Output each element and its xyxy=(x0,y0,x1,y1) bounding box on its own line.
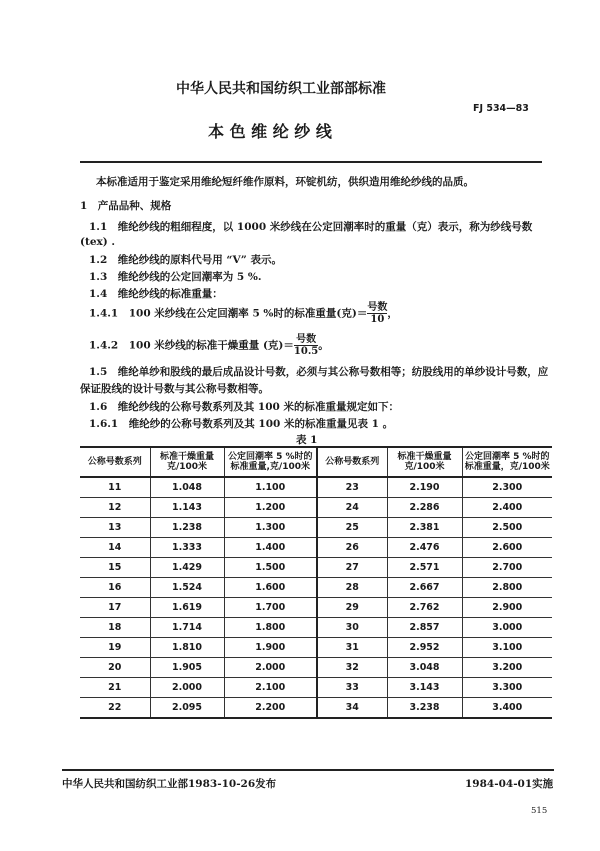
table-cell: 16 xyxy=(80,578,150,598)
clause-1-6-1: 1.6.1 维纶纱的公称号数系列及其 100 米的标准重量见表 1 。 xyxy=(89,418,394,430)
table-cell: 3.048 xyxy=(387,658,462,678)
denominator: 10 xyxy=(370,314,385,325)
table-row xyxy=(80,678,552,698)
table-cell: 1.100 xyxy=(224,477,317,498)
table-cell: 2.000 xyxy=(150,678,224,698)
table-cell: 1.333 xyxy=(150,538,224,558)
column-header: 公定回潮率 5 %时的标准重量，克/100米 xyxy=(462,447,552,477)
footer-rule xyxy=(62,769,554,771)
table-cell: 3.300 xyxy=(462,678,552,698)
table-cell: 32 xyxy=(317,658,387,678)
table-cell: 31 xyxy=(317,638,387,658)
table-cell: 2.476 xyxy=(387,538,462,558)
clause-1-4: 1.4 维纶纱线的标准重量： xyxy=(89,288,223,300)
table-row xyxy=(80,638,552,658)
table-cell: 30 xyxy=(317,618,387,638)
column-header: 公定回潮率 5 %时的标准重量,克/100米 xyxy=(224,447,317,477)
table-cell: 1.238 xyxy=(150,518,224,538)
table-cell: 33 xyxy=(317,678,387,698)
table-cell: 24 xyxy=(317,498,387,518)
table-row xyxy=(80,658,552,678)
table-cell: 13 xyxy=(80,518,150,538)
table-cell: 1.810 xyxy=(150,638,224,658)
table-cell: 15 xyxy=(80,558,150,578)
table-cell: 19 xyxy=(80,638,150,658)
table-row xyxy=(80,598,552,618)
clause-1-5: 1.5 维纶单纱和股线的最后成品设计号数，必须与其公称号数相等；纺股线用的单纱设计号数，应 xyxy=(89,366,549,378)
table-1 xyxy=(80,446,552,719)
table-cell: 2.190 xyxy=(387,477,462,498)
table-header-row xyxy=(80,447,552,477)
table-cell: 2.500 xyxy=(462,518,552,538)
table-row xyxy=(80,698,552,719)
table-cell: 28 xyxy=(317,578,387,598)
table-cell: 2.286 xyxy=(387,498,462,518)
intro: 本标准适用于鉴定采用维纶短纤维作原料，环锭机纺，供织造用维纶纱线的品质。 xyxy=(96,176,474,188)
table-cell: 2.667 xyxy=(387,578,462,598)
table-cell: 2.762 xyxy=(387,598,462,618)
table-cell: 1.700 xyxy=(224,598,317,618)
column-header: 标准干燥重量 克/100米 xyxy=(387,447,462,477)
table-cell: 2.700 xyxy=(462,558,552,578)
table-cell: 1.143 xyxy=(150,498,224,518)
table-cell: 23 xyxy=(317,477,387,498)
table-cell: 25 xyxy=(317,518,387,538)
column-header: 公称号数系列 xyxy=(317,447,387,477)
denominator: 10.5 xyxy=(293,346,319,357)
page-title: 本 色 维 纶 纱 线 xyxy=(208,122,332,141)
table-row xyxy=(80,477,552,498)
table-row xyxy=(80,518,552,538)
fraction xyxy=(294,334,318,357)
table-cell: 29 xyxy=(317,598,387,618)
table-cell: 2.381 xyxy=(387,518,462,538)
table-caption: 表 1 xyxy=(296,434,318,446)
table-cell: 18 xyxy=(80,618,150,638)
clause-1-6: 1.6 维纶纱线的公称号数系列及其 100 米的标准重量规定如下： xyxy=(89,401,399,413)
table-cell: 22 xyxy=(80,698,150,719)
table-cell: 1.800 xyxy=(224,618,317,638)
table-cell: 1.429 xyxy=(150,558,224,578)
table-cell: 2.900 xyxy=(462,598,552,618)
table-cell: 1.619 xyxy=(150,598,224,618)
table-cell: 1.600 xyxy=(224,578,317,598)
table-cell: 1.500 xyxy=(224,558,317,578)
column-header: 标准干燥重量 克/100米 xyxy=(150,447,224,477)
clause-1-1-cont: (tex) . xyxy=(80,236,116,248)
table-row xyxy=(80,618,552,638)
punct: 。 xyxy=(318,339,329,352)
table-cell: 2.300 xyxy=(462,477,552,498)
punct: ， xyxy=(387,307,398,320)
table-row xyxy=(80,498,552,518)
table-row xyxy=(80,558,552,578)
issuer: 中华人民共和国纺织工业部部标准 xyxy=(176,81,386,97)
table-cell: 34 xyxy=(317,698,387,719)
table-cell: 3.100 xyxy=(462,638,552,658)
table-cell: 27 xyxy=(317,558,387,578)
numerator: 号数 xyxy=(367,302,388,313)
table-cell: 1.714 xyxy=(150,618,224,638)
clause-1-4-1-text: 1.4.1 100 米纱线在公定回潮率 5 %时的标准重量(克)＝ xyxy=(89,307,368,320)
clause-1-1: 1.1 维纶纱线的粗细程度，以 1000 米纱线在公定回潮率时的重量（克）表示，称为纱线号数 xyxy=(89,221,533,233)
table-cell: 3.200 xyxy=(462,658,552,678)
clause-1-4-2 xyxy=(89,334,329,357)
table-cell: 1.524 xyxy=(150,578,224,598)
table-cell: 11 xyxy=(80,477,150,498)
table-cell: 2.857 xyxy=(387,618,462,638)
table-cell: 2.000 xyxy=(224,658,317,678)
table-cell: 2.100 xyxy=(224,678,317,698)
table-cell: 2.600 xyxy=(462,538,552,558)
table-cell: 2.571 xyxy=(387,558,462,578)
clause-1-5-cont: 保证股线的设计号数与其公称号数相等。 xyxy=(80,383,269,395)
table-cell: 1.905 xyxy=(150,658,224,678)
table-cell: 21 xyxy=(80,678,150,698)
section-1-heading: 1 产品品种、规格 xyxy=(80,200,172,212)
table-cell: 14 xyxy=(80,538,150,558)
table-cell: 26 xyxy=(317,538,387,558)
table-cell: 1.400 xyxy=(224,538,317,558)
page-number: 515 xyxy=(531,806,548,816)
table-cell: 1.200 xyxy=(224,498,317,518)
table-cell: 1.900 xyxy=(224,638,317,658)
column-header: 公称号数系列 xyxy=(80,447,150,477)
clause-1-4-2-text: 1.4.2 100 米纱线的标准干燥重量 (克)＝ xyxy=(89,339,294,352)
table-cell: 3.400 xyxy=(462,698,552,719)
table-cell: 20 xyxy=(80,658,150,678)
publish-date: 中华人民共和国纺织工业部1983-10-26发布 xyxy=(62,778,277,790)
numerator: 号数 xyxy=(294,334,318,346)
table-row xyxy=(80,538,552,558)
fraction xyxy=(367,302,387,325)
table-row xyxy=(80,578,552,598)
table-cell: 3.238 xyxy=(387,698,462,719)
table-cell: 1.048 xyxy=(150,477,224,498)
standard-code: FJ 534—83 xyxy=(473,103,529,114)
table-cell: 2.800 xyxy=(462,578,552,598)
table-cell: 3.143 xyxy=(387,678,462,698)
table-cell: 2.400 xyxy=(462,498,552,518)
effective-date: 1984-04-01实施 xyxy=(465,778,554,790)
table-cell: 2.200 xyxy=(224,698,317,719)
table-cell: 17 xyxy=(80,598,150,618)
table-cell: 2.095 xyxy=(150,698,224,719)
clause-1-3: 1.3 维纶纱线的公定回潮率为 5 %. xyxy=(89,271,262,283)
table-cell: 3.000 xyxy=(462,618,552,638)
header-rule xyxy=(80,161,542,163)
clause-1-4-1 xyxy=(89,302,398,325)
table-cell: 12 xyxy=(80,498,150,518)
table-cell: 2.952 xyxy=(387,638,462,658)
clause-1-2: 1.2 维纶纱线的原料代号用 “V” 表示。 xyxy=(89,254,282,266)
table-cell: 1.300 xyxy=(224,518,317,538)
